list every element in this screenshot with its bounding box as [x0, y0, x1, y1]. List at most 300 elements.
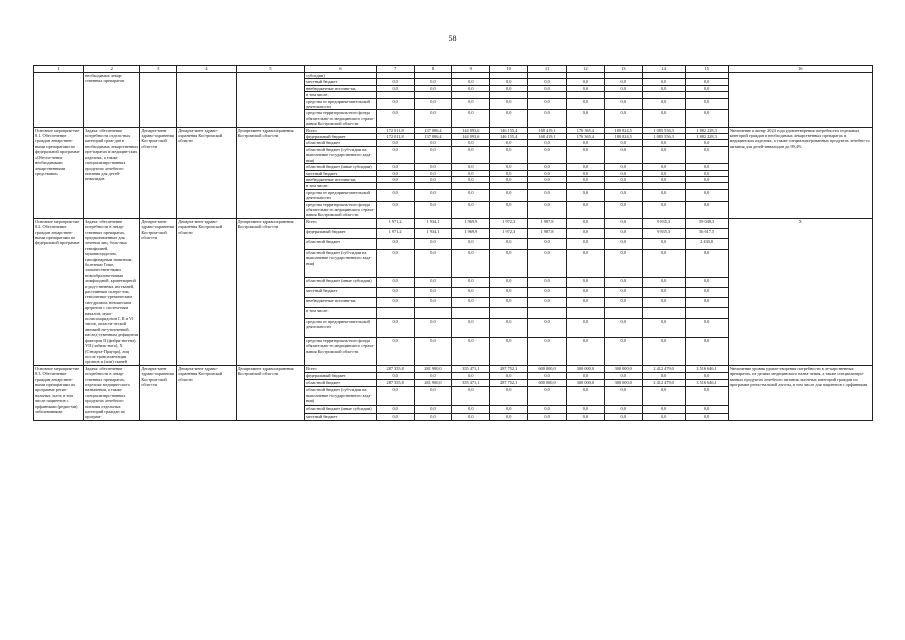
- header-cell: 11: [528, 66, 567, 73]
- amount-cell: 0,0: [528, 406, 567, 413]
- amount-cell: 0,0: [414, 170, 452, 176]
- activity-c2-cell: Задача: обеспечение потребности отдель-ных категорий граж-дан в необходимых лекарственных пре-паратах и медицин-ских изделиях, а также специализиро-ванных продуктах лечебного питания для детей-инвалидов: [84, 127, 140, 218]
- header-cell: 13: [604, 66, 642, 73]
- expected-result-cell: X: [728, 218, 872, 365]
- amount-cell: 0,0: [452, 249, 490, 277]
- amount-cell: 0,0: [490, 277, 528, 287]
- amount-cell: [376, 308, 414, 318]
- amount-cell: 0,0: [642, 85, 685, 91]
- amount-cell: [642, 308, 685, 318]
- amount-cell: 287 355,8: [376, 380, 414, 387]
- amount-cell: 0,0: [528, 146, 567, 163]
- activity-c1-cell: Основное мероприя-тие 8.2. Обеспечение граждан лекарствен-ными препаратами по федеральной программе: [34, 218, 84, 365]
- amount-cell: 0,0: [642, 176, 685, 182]
- table-header-row: [34, 66, 873, 73]
- amount-cell: 0,0: [376, 146, 414, 163]
- header-cell: 16: [728, 66, 872, 73]
- funding-source-cell: в том числе:: [305, 92, 377, 98]
- amount-cell: 172 011,8: [376, 127, 414, 133]
- funding-source-cell: федеральный бюджет: [305, 134, 377, 140]
- amount-cell: 1 987,8: [528, 218, 567, 228]
- amount-cell: 1 882 228,3: [685, 134, 728, 140]
- amount-cell: 0,0: [490, 413, 528, 420]
- amount-cell: 0,0: [566, 406, 604, 413]
- amount-cell: 0,0: [642, 239, 685, 249]
- amount-cell: 0,0: [566, 318, 604, 337]
- amount-cell: 0,0: [642, 372, 685, 379]
- amount-cell: 0,0: [414, 176, 452, 182]
- activity-c4-cell: Департа-мент здраво-охранения Костромской области: [177, 365, 236, 420]
- funding-source-cell: федеральный бюджет: [305, 229, 377, 239]
- amount-cell: 0,0: [685, 406, 728, 413]
- funding-source-cell: областной бюджет (суб-сидии на выполнение государственного зада-ния): [305, 146, 377, 163]
- amount-cell: 0,0: [685, 277, 728, 287]
- funding-source-cell: местный бюджет: [305, 79, 377, 85]
- amount-cell: 0,0: [642, 387, 685, 406]
- amount-cell: 1 969,9: [452, 218, 490, 228]
- amount-cell: 144 093,6: [452, 127, 490, 133]
- amount-cell: 0,0: [414, 140, 452, 146]
- amount-cell: 0,0: [376, 170, 414, 176]
- activity-c5-cell: Департамент здравоохранения Костромской обла-сти: [236, 127, 305, 218]
- amount-cell: 0,0: [566, 298, 604, 308]
- amount-cell: 0,0: [604, 372, 642, 379]
- funding-source-cell: средства от предприни-мательской деятельности: [305, 318, 377, 337]
- amount-cell: 0,0: [685, 170, 728, 176]
- amount-cell: 0,0: [490, 287, 528, 297]
- amount-cell: 0,0: [528, 79, 567, 85]
- funding-source-cell: внебюджетные источни-ки,: [305, 176, 377, 182]
- funding-source-cell: областной бюджет (иные субсидии): [305, 164, 377, 170]
- amount-cell: 0,0: [452, 239, 490, 249]
- amount-cell: 0,0: [452, 110, 490, 127]
- amount-cell: 0,0: [685, 110, 728, 127]
- amount-cell: 0,0: [452, 140, 490, 146]
- amount-cell: 0,0: [414, 110, 452, 127]
- amount-cell: 0,0: [604, 413, 642, 420]
- amount-cell: 0,0: [528, 170, 567, 176]
- activity-c2-cell: необходимых лекар-ственных препаратов: [84, 73, 140, 128]
- amount-cell: 0,0: [685, 146, 728, 163]
- amount-cell: 0,0: [685, 413, 728, 420]
- amount-cell: 0,0: [414, 318, 452, 337]
- amount-cell: 0,0: [604, 79, 642, 85]
- amount-cell: 0,0: [452, 85, 490, 91]
- amount-cell: 3 516 646,1: [685, 365, 728, 372]
- amount-cell: 0,0: [642, 170, 685, 176]
- amount-cell: 180 824,5: [604, 134, 642, 140]
- amount-cell: 172 011,8: [376, 134, 414, 140]
- amount-cell: 600 000,0: [528, 365, 567, 372]
- header-cell: 12: [566, 66, 604, 73]
- amount-cell: 0,0: [604, 249, 642, 277]
- header-cell: 1: [34, 66, 84, 73]
- amount-cell: 0,0: [414, 146, 452, 163]
- header-cell: 4: [177, 66, 236, 73]
- activity-c2-cell: Задача: обеспечение потребности в лекар-ственных препаратах, предназначенных для лечения лиц, боль-ных гемофилией, муковисцидозом, гипофизарным нанизмом, болезнью Гоше, злокачествен-ными новообразова-ниями лимфоидной, кроветворной и род-ственных им тканей, рассеянным склеро-зом, гемолитико-уремическим син-дромом, юношеским артритом с систем-ным началом, муко-полисахаридозом I, II и VI типов, апласти-ческой анемией не-уточненной, наслед-ственным дефицитом факторов II (фибри-ногена), VII (лабиль-ного), X (Стюарта-Прауэра), лиц после трансплантации органов и (или) тканей: [85, 218, 139, 365]
- amount-cell: 0,0: [566, 170, 604, 176]
- amount-cell: 0,0: [685, 85, 728, 91]
- amount-cell: 144 093,6: [452, 134, 490, 140]
- activity-c1-cell: Основное мероприя-тие 8.3. Обеспечение граждан лекарствен-ными препаратами по программе регио-нальных льгот, в том числе пациентов с орфанными (редки-ми) заболеваниями: [34, 365, 84, 420]
- amount-cell: 0,0: [414, 372, 452, 379]
- funding-source-cell: областной бюджет: [305, 380, 377, 387]
- amount-cell: 0,0: [528, 239, 567, 249]
- funding-source-cell: федеральный бюджет: [305, 372, 377, 379]
- amount-cell: 0,0: [376, 189, 414, 201]
- amount-cell: 59 048,3: [685, 218, 728, 228]
- amount-cell: 0,0: [376, 387, 414, 406]
- amount-cell: 0,0: [414, 201, 452, 218]
- funding-source-cell: средства территориаль-ного фонда обязательно-го медицинского страхо-вания Костромской обла-сти: [306, 110, 375, 127]
- amount-cell: 0,0: [452, 337, 490, 365]
- amount-cell: 0,0: [604, 170, 642, 176]
- amount-cell: 2 412 479,0: [642, 365, 685, 372]
- amount-cell: 0,0: [490, 387, 528, 406]
- activity-c1-cell: [34, 73, 84, 128]
- amount-cell: 0,0: [528, 287, 567, 297]
- amount-cell: 0,0: [376, 201, 414, 218]
- amount-cell: 0,0: [642, 79, 685, 85]
- amount-cell: 0,0: [490, 98, 528, 110]
- amount-cell: 0,0: [452, 287, 490, 297]
- activity-c3-cell: Департа-мент здраво-охранения Костром-ской обла-сти: [140, 218, 177, 365]
- amount-cell: 0,0: [452, 372, 490, 379]
- activity-c1-cell: Основное мероприя-тие 8.1. Обеспечение граждан лекарствен-ными препаратами по федеральной программе «Обеспе-чение необходимыми лекарственными средствами»: [34, 127, 84, 218]
- header-cell: 8: [414, 66, 452, 73]
- amount-cell: 0,0: [414, 85, 452, 91]
- amount-cell: [452, 308, 490, 318]
- activity-c4-cell: Департа-мент здраво-охранения Костромской области: [177, 218, 236, 365]
- amount-cell: 0,0: [604, 287, 642, 297]
- amount-cell: 0,0: [414, 406, 452, 413]
- amount-cell: 0,0: [376, 287, 414, 297]
- amount-cell: 0,0: [414, 189, 452, 201]
- amount-cell: 0,0: [452, 201, 490, 218]
- amount-cell: 168 419,1: [528, 134, 567, 140]
- amount-cell: 0,0: [604, 146, 642, 163]
- funding-source-cell: средства от предприни-мательской деятельности: [305, 98, 377, 110]
- amount-cell: 0,0: [490, 201, 528, 218]
- amount-cell: 0,0: [452, 170, 490, 176]
- header-cell: 7: [376, 66, 414, 73]
- amount-cell: 0,0: [604, 218, 642, 228]
- amount-cell: 0,0: [490, 164, 528, 170]
- amount-cell: 0,0: [604, 164, 642, 170]
- funding-source-cell: областной бюджет: [305, 239, 377, 249]
- amount-cell: 137 086,4: [414, 127, 452, 133]
- expected-result-cell: [728, 73, 872, 128]
- amount-cell: 0,0: [376, 298, 414, 308]
- amount-cell: 0,0: [490, 110, 528, 127]
- amount-cell: 1 085 556,3: [642, 134, 685, 140]
- amount-cell: 146 155,4: [490, 127, 528, 133]
- amount-cell: 1 971,2: [376, 229, 414, 239]
- amount-cell: 180 824,5: [604, 127, 642, 133]
- funding-table: [33, 65, 873, 421]
- amount-cell: 0,0: [566, 189, 604, 201]
- amount-cell: 0,0: [490, 298, 528, 308]
- amount-cell: 0,0: [604, 229, 642, 239]
- funding-source-cell: областной бюджет (иные субсидии): [305, 406, 377, 413]
- amount-cell: 0,0: [604, 201, 642, 218]
- amount-cell: 0,0: [376, 249, 414, 277]
- expected-result-cell: Увеличение к концу 2024 года удовлетворения потребности отдельных категорий граждан в необходимых лекарственных препаратах и медицинских изделиях, а также специализи-рованных продуктах лечебно-го питания для детей-инвалидов до 99,4%: [728, 127, 872, 218]
- amount-cell: 0,0: [376, 372, 414, 379]
- funding-source-cell: средства территориаль-ного фонда обязательно-го медицинского страхо-вания Костромской обла-сти: [306, 201, 375, 218]
- amount-cell: 0,0: [452, 176, 490, 182]
- amount-cell: 300 000,0: [566, 380, 604, 387]
- amount-cell: [490, 308, 528, 318]
- amount-cell: 355 471,1: [452, 380, 490, 387]
- amount-cell: 0,0: [376, 79, 414, 85]
- amount-cell: 0,0: [490, 406, 528, 413]
- amount-cell: 0,0: [604, 140, 642, 146]
- amount-cell: 0,0: [566, 229, 604, 239]
- header-cell: 9: [452, 66, 490, 73]
- amount-cell: 0,0: [642, 140, 685, 146]
- funding-source-cell: областной бюджет (суб-сидии на выполнение государственного зада-ния): [305, 249, 377, 277]
- amount-cell: 0,0: [490, 170, 528, 176]
- amount-cell: 0,0: [685, 98, 728, 110]
- amount-cell: 287 752,1: [490, 380, 528, 387]
- amount-cell: 300 000,0: [566, 365, 604, 372]
- funding-source-cell: в том числе:: [305, 308, 377, 318]
- amount-cell: [414, 308, 452, 318]
- amount-cell: 281 900,0: [414, 380, 452, 387]
- funding-source-cell: областной бюджет (иные субсидии): [305, 277, 377, 287]
- amount-cell: 0,0: [528, 337, 567, 365]
- amount-cell: [685, 308, 728, 318]
- amount-cell: 0,0: [376, 176, 414, 182]
- amount-cell: 0,0: [604, 189, 642, 201]
- amount-cell: 0,0: [604, 298, 642, 308]
- amount-cell: 0,0: [490, 176, 528, 182]
- activity-c4-cell: [177, 73, 236, 128]
- amount-cell: 0,0: [566, 277, 604, 287]
- amount-cell: 0,0: [414, 164, 452, 170]
- amount-cell: 0,0: [642, 298, 685, 308]
- amount-cell: 0,0: [566, 218, 604, 228]
- amount-cell: 0,0: [642, 337, 685, 365]
- amount-cell: 0,0: [566, 110, 604, 127]
- amount-cell: 0,0: [642, 318, 685, 337]
- amount-cell: 3 516 646,1: [685, 380, 728, 387]
- amount-cell: 1 972,3: [490, 218, 528, 228]
- funding-source-cell: Всего: [305, 127, 377, 133]
- funding-source-cell: средства территориаль-ного фонда обязательно-го медицинского страхо-вания Костромской обла-сти: [305, 337, 377, 365]
- amount-cell: 0,0: [452, 406, 490, 413]
- amount-cell: 300 000,0: [604, 380, 642, 387]
- amount-cell: 0,0: [685, 249, 728, 277]
- amount-cell: 0,0: [642, 287, 685, 297]
- funding-source-cell: субсидии): [305, 73, 377, 79]
- amount-cell: 281 900,0: [414, 365, 452, 372]
- amount-cell: 0,0: [414, 79, 452, 85]
- amount-cell: 0,0: [528, 413, 567, 420]
- amount-cell: 600 000,0: [528, 380, 567, 387]
- amount-cell: 0,0: [604, 176, 642, 182]
- amount-cell: 0,0: [376, 239, 414, 249]
- header-cell: 3: [140, 66, 177, 73]
- amount-cell: 0,0: [528, 298, 567, 308]
- amount-cell: 0,0: [685, 201, 728, 218]
- amount-cell: 0,0: [414, 239, 452, 249]
- amount-cell: 0,0: [642, 189, 685, 201]
- amount-cell: 0,0: [452, 98, 490, 110]
- amount-cell: 0,0: [566, 164, 604, 170]
- amount-cell: 0,0: [566, 372, 604, 379]
- amount-cell: 0,0: [490, 239, 528, 249]
- funding-source-cell: внебюджетные источни-ки,: [305, 85, 377, 91]
- amount-cell: 0,0: [642, 98, 685, 110]
- amount-cell: 0,0: [452, 413, 490, 420]
- amount-cell: 0,0: [604, 337, 642, 365]
- amount-cell: 0,0: [642, 201, 685, 218]
- amount-cell: 2 412 479,0: [642, 380, 685, 387]
- amount-cell: 0,0: [685, 287, 728, 297]
- amount-cell: 0,0: [566, 337, 604, 365]
- activity-c3-cell: Департа-мент здраво-охранения Костром-ской обла-сти: [140, 127, 177, 218]
- amount-cell: 0,0: [685, 140, 728, 146]
- amount-cell: 0,0: [528, 372, 567, 379]
- amount-cell: 0,0: [642, 249, 685, 277]
- amount-cell: 0,0: [376, 110, 414, 127]
- amount-cell: 0,0: [452, 387, 490, 406]
- activity-c5-cell: Департамент здравоохранения Костромской обла-сти: [236, 365, 305, 420]
- amount-cell: 0,0: [642, 110, 685, 127]
- amount-cell: 0,0: [414, 337, 452, 365]
- expected-result-cell: Увеличение уровня удовле-творения потребности в ле-карственных препаратах, из-делиях медицинского назна-чения, а также специализиро-ванных продуктах лечебного питания льготных категорий граждан по программе регио-нальной льготы, в том числе для пациентов с орфанными: [728, 365, 872, 420]
- amount-cell: 9 835,3: [642, 229, 685, 239]
- amount-cell: 0,0: [685, 337, 728, 365]
- amount-cell: 0,0: [528, 277, 567, 287]
- funding-source-cell: Всего: [305, 218, 377, 228]
- amount-cell: 0,0: [414, 413, 452, 420]
- amount-cell: 0,0: [376, 337, 414, 365]
- activity-c4-cell: Департа-мент здраво-охранения Костромской области: [177, 127, 236, 218]
- amount-cell: 0,0: [604, 110, 642, 127]
- amount-cell: 0,0: [642, 146, 685, 163]
- amount-cell: 176 365,4: [566, 134, 604, 140]
- amount-cell: 146 155,4: [490, 134, 528, 140]
- amount-cell: 0,0: [376, 85, 414, 91]
- amount-cell: 168 419,1: [528, 127, 567, 133]
- amount-cell: 0,0: [604, 98, 642, 110]
- amount-cell: 1 972,3: [490, 229, 528, 239]
- amount-cell: 0,0: [414, 298, 452, 308]
- amount-cell: 1 085 556,3: [642, 127, 685, 133]
- amount-cell: 0,0: [685, 164, 728, 170]
- amount-cell: 0,0: [452, 189, 490, 201]
- amount-cell: 1 934,1: [414, 218, 452, 228]
- amount-cell: 287 355,8: [376, 365, 414, 372]
- amount-cell: 355 471,1: [452, 365, 490, 372]
- amount-cell: 1 971,2: [376, 218, 414, 228]
- amount-cell: 0,0: [604, 318, 642, 337]
- amount-cell: 0,0: [414, 287, 452, 297]
- amount-cell: 0,0: [490, 79, 528, 85]
- amount-cell: 0,0: [452, 164, 490, 170]
- amount-cell: 0,0: [685, 298, 728, 308]
- amount-cell: 0,0: [414, 98, 452, 110]
- activity-c5-cell: [236, 73, 305, 128]
- amount-cell: 0,0: [452, 277, 490, 287]
- amount-cell: 0,0: [604, 387, 642, 406]
- funding-source-cell: областной бюджет: [305, 140, 377, 146]
- amount-cell: 0,0: [528, 249, 567, 277]
- funding-source-cell: внебюджетные источни-ки,: [305, 298, 377, 308]
- amount-cell: 1 882 228,3: [685, 127, 728, 133]
- amount-cell: [604, 308, 642, 318]
- amount-cell: 1 969,9: [452, 229, 490, 239]
- amount-cell: 0,0: [376, 406, 414, 413]
- amount-cell: 0,0: [490, 85, 528, 91]
- amount-cell: 176 365,4: [566, 127, 604, 133]
- amount-cell: 0,0: [490, 372, 528, 379]
- amount-cell: 0,0: [528, 85, 567, 91]
- amount-cell: 9 835,3: [642, 218, 685, 228]
- amount-cell: 0,0: [376, 98, 414, 110]
- funding-source-cell: областной бюджет (суб-сидии на выполнение государственного зада-ния): [305, 387, 377, 406]
- activity-c2-cell: Задача: обеспечение потребности в лекар-ственных препаратах, изделиях медицин-ского назначения, а также специализиро-ванных продуктах лечебного питания отдельных категорий граждан по програм-: [84, 365, 140, 420]
- amount-cell: 300 000,0: [604, 365, 642, 372]
- amount-cell: 0,0: [566, 239, 604, 249]
- amount-cell: 0,0: [604, 85, 642, 91]
- amount-cell: [566, 308, 604, 318]
- funding-source-cell: средства от предприни-мательской деятельности: [305, 189, 377, 201]
- amount-cell: 0,0: [642, 164, 685, 170]
- amount-cell: 0,0: [566, 249, 604, 277]
- amount-cell: 0,0: [376, 277, 414, 287]
- amount-cell: 0,0: [528, 98, 567, 110]
- amount-cell: 0,0: [566, 140, 604, 146]
- amount-cell: 0,0: [376, 318, 414, 337]
- table-row: [34, 365, 873, 372]
- amount-cell: 0,0: [604, 406, 642, 413]
- header-cell: 5: [236, 66, 305, 73]
- amount-cell: 0,0: [376, 413, 414, 420]
- amount-cell: 0,0: [528, 110, 567, 127]
- amount-cell: 0,0: [528, 189, 567, 201]
- amount-cell: 0,0: [490, 318, 528, 337]
- amount-cell: 0,0: [685, 372, 728, 379]
- amount-cell: 0,0: [566, 79, 604, 85]
- amount-cell: 0,0: [490, 189, 528, 201]
- amount-cell: 1 934,1: [414, 229, 452, 239]
- amount-cell: 0,0: [528, 318, 567, 337]
- amount-cell: 0,0: [604, 277, 642, 287]
- amount-cell: 0,0: [685, 387, 728, 406]
- amount-cell: 0,0: [376, 164, 414, 170]
- activity-c5-cell: Департамент здравоохранения Костромской обла-сти: [236, 218, 305, 365]
- header-cell: 2: [84, 66, 140, 73]
- amount-cell: 287 752,1: [490, 365, 528, 372]
- amount-cell: 0,0: [490, 249, 528, 277]
- amount-cell: 0,0: [376, 140, 414, 146]
- activity-c3-cell: [140, 73, 177, 128]
- header-cell: 14: [642, 66, 685, 73]
- page-number: 58: [448, 34, 457, 43]
- funding-source-cell: местный бюджет: [305, 287, 377, 297]
- amount-cell: 0,0: [490, 146, 528, 163]
- amount-cell: 0,0: [566, 146, 604, 163]
- amount-cell: 0,0: [528, 140, 567, 146]
- amount-cell: 0,0: [685, 189, 728, 201]
- table-row: [34, 218, 873, 228]
- amount-cell: [528, 308, 567, 318]
- funding-source-cell: в том числе:: [305, 183, 377, 189]
